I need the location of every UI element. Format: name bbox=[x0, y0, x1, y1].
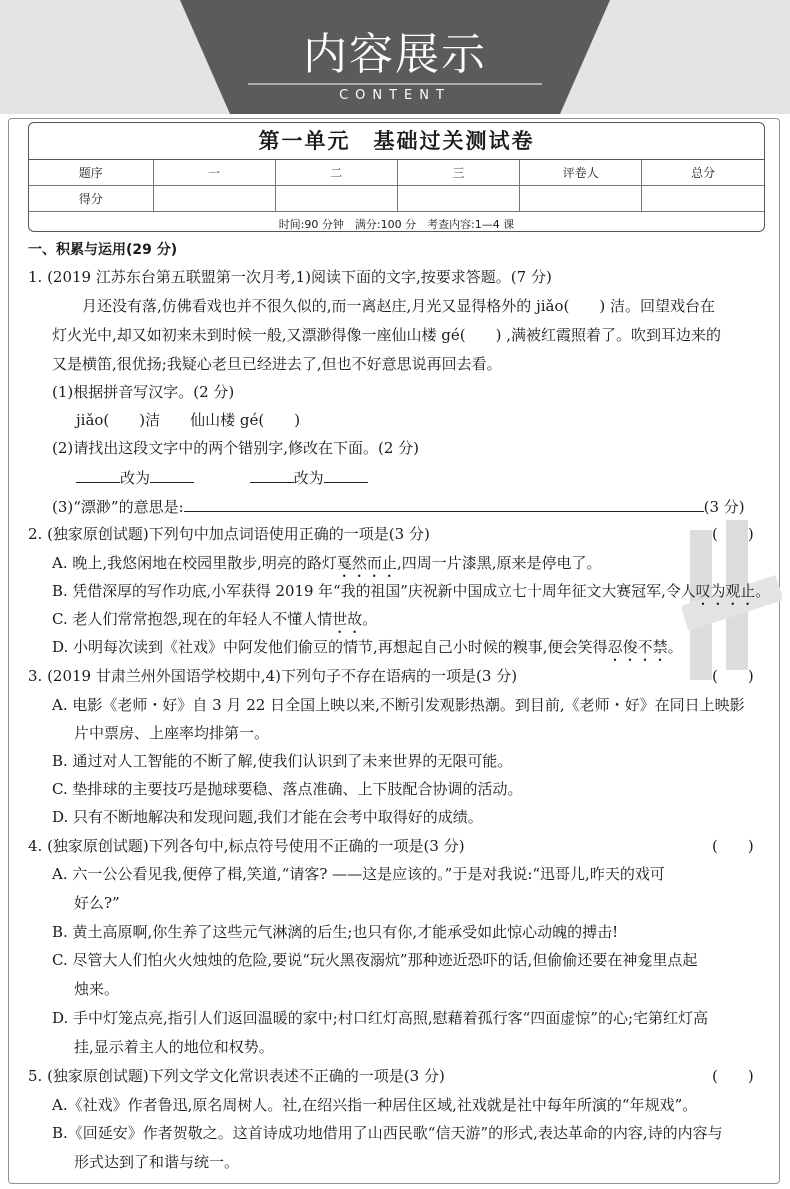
option-text: ,四周一片漆黑,原来是停电了。 bbox=[396, 554, 602, 572]
change-to-label: 改为 bbox=[120, 469, 151, 487]
option-text: B. 凭借深厚的写作功底,小军获得 2019 年“我的祖国”庆祝新中国成立七十周年征文大赛冠军,令人 bbox=[52, 582, 696, 600]
q3-option-a-cont: 片中票房、上座率均排第一。 bbox=[74, 724, 270, 742]
q5-option-b-cont: 形式达到了和谐与统一。 bbox=[74, 1153, 240, 1171]
header-banner bbox=[0, 0, 790, 114]
answer-parentheses[interactable]: ( ) bbox=[712, 837, 754, 855]
score-header-cell: 题序 bbox=[29, 160, 153, 186]
q2-option-a bbox=[52, 553, 601, 581]
q4-option-d: D. 手中灯笼点亮,指引人们返回温暖的家中;村口红灯高照,慰藉着孤行客“四面虚惊”的心;宅第红灯高 bbox=[52, 1009, 709, 1027]
q1-sub1: (1)根据拼音写汉字。(2 分) bbox=[52, 383, 235, 401]
q3-option-c: C. 垫排球的主要技巧是抛球要稳、落点准确、上下肢配合协调的活动。 bbox=[52, 780, 523, 798]
answer-blank[interactable] bbox=[150, 467, 194, 483]
q1-sub3-label: (3)“漂渺”的意思是: bbox=[52, 498, 184, 516]
score-cell[interactable] bbox=[275, 186, 397, 212]
score-header-cell: 评卷人 bbox=[520, 160, 642, 186]
banner-subtitle: CONTENT bbox=[339, 88, 451, 103]
paper-title: 第一单元 基础过关测试卷 bbox=[29, 123, 764, 160]
q1-sub3 bbox=[52, 496, 745, 517]
q1-sub1-answer: jiǎo( )洁 仙山楼 gé( ) bbox=[76, 411, 301, 429]
score-header-cell: 一 bbox=[153, 160, 275, 186]
score-cell[interactable] bbox=[397, 186, 519, 212]
q5-option-a: A.《社戏》作者鲁迅,原名周树人。社,在绍兴指一种居住区域,社戏就是社中每年所演的“年规戏”。 bbox=[52, 1096, 698, 1114]
option-text: A. 晚上,我悠闲地在校园里散步,明亮的路灯 bbox=[52, 554, 337, 572]
score-row bbox=[29, 186, 764, 212]
score-box bbox=[28, 122, 765, 232]
section-heading: 一、积累与运用(29 分) bbox=[28, 242, 178, 258]
q1-stem: 1. (2019 江苏东台第五联盟第一次月考,1)阅读下面的文字,按要求答题。(7 分) bbox=[28, 268, 552, 286]
emphasized-word: 世故 bbox=[332, 610, 363, 628]
emphasized-word: 叹为观止 bbox=[695, 582, 756, 600]
answer-parentheses[interactable]: ( ) bbox=[712, 525, 754, 543]
score-cell[interactable] bbox=[642, 186, 764, 212]
score-header-cell: 三 bbox=[397, 160, 519, 186]
q3-option-a: A. 电影《老师・好》自 3 月 22 日全国上映以来,不断引发观影热潮。到目前,《老师・好》在同日上映影 bbox=[52, 696, 745, 714]
q1-sub3-score: (3 分) bbox=[703, 498, 745, 516]
answer-blank[interactable] bbox=[76, 467, 120, 483]
answer-blank[interactable] bbox=[324, 467, 368, 483]
option-text: 。 bbox=[667, 638, 683, 656]
score-cell[interactable] bbox=[520, 186, 642, 212]
q1-sub2-answer-line bbox=[76, 467, 368, 488]
q2-option-b bbox=[52, 581, 770, 609]
emphasized-word: 戛然而止 bbox=[336, 554, 397, 572]
q4-option-c: C. 尽管大人们怕火火烛烛的危险,要说“玩火黑夜溺炕”那种迹近恐吓的话,但偷偷还要在神龛里点起 bbox=[52, 951, 698, 969]
q2-option-c bbox=[52, 609, 377, 637]
q4-option-a-cont: 好么?” bbox=[74, 894, 120, 912]
option-text: D. 小明每次读到《社戏》中阿发他们偷豆的情节,再想起自己小时候的糗事,便会笑得 bbox=[52, 638, 608, 656]
q3-option-b: B. 通过对人工智能的不断了解,使我们认识到了未来世界的无限可能。 bbox=[52, 752, 513, 770]
q4-stem: 4. (独家原创试题)下列各句中,标点符号使用不正确的一项是(3 分) bbox=[28, 837, 465, 855]
score-header-cell: 二 bbox=[275, 160, 397, 186]
q1-paragraph-line: 月还没有落,仿佛看戏也并不很久似的,而一离赵庄,月光又显得格外的 jiǎo( ) 洁。回望戏台在 bbox=[82, 297, 715, 315]
q4-option-d-cont: 挂,显示着主人的地位和权势。 bbox=[74, 1038, 274, 1056]
score-table bbox=[29, 160, 764, 212]
score-cell[interactable] bbox=[153, 186, 275, 212]
q5-option-b: B.《回延安》作者贺敬之。这首诗成功地借用了山西民歌“信天游”的形式,表达革命的内容,诗的内容与 bbox=[52, 1124, 723, 1142]
q2-option-d bbox=[52, 637, 683, 665]
option-text: 。 bbox=[362, 610, 378, 628]
change-to-label: 改为 bbox=[293, 469, 324, 487]
score-label: 得分 bbox=[29, 186, 153, 212]
answer-blank[interactable] bbox=[250, 467, 294, 483]
q1-paragraph-line: 灯火光中,却又如初来未到时候一般,又漂渺得像一座仙山楼 gé( ) ,满被红霞照着了。吹到耳边来的 bbox=[52, 326, 722, 344]
q1-paragraph-line: 又是横笛,很优扬;我疑心老旦已经进去了,但也不好意思说再回去看。 bbox=[52, 355, 502, 373]
answer-parentheses[interactable]: ( ) bbox=[712, 1067, 754, 1085]
answer-blank[interactable] bbox=[184, 496, 704, 512]
exam-info: 时间:90 分钟 满分:100 分 考查内容:1—4 课 bbox=[278, 218, 515, 231]
q4-option-c-cont: 烛来。 bbox=[74, 980, 120, 998]
answer-parentheses[interactable]: ( ) bbox=[712, 667, 754, 685]
q2-stem: 2. (独家原创试题)下列句中加点词语使用正确的一项是(3 分) bbox=[28, 525, 430, 543]
q1-sub2: (2)请找出这段文字中的两个错别字,修改在下面。(2 分) bbox=[52, 439, 420, 457]
score-header-cell: 总分 bbox=[642, 160, 764, 186]
q3-option-d: D. 只有不断地解决和发现问题,我们才能在会考中取得好的成绩。 bbox=[52, 808, 483, 826]
q3-stem: 3. (2019 甘肃兰州外国语学校期中,4)下列句子不存在语病的一项是(3 分) bbox=[28, 667, 518, 685]
q4-option-b: B. 黄土高原啊,你生养了这些元气淋漓的后生;也只有你,才能承受如此惊心动魄的搏击! bbox=[52, 923, 619, 941]
score-header-row bbox=[29, 160, 764, 186]
option-text: 。 bbox=[755, 582, 771, 600]
emphasized-word: 忍俊不禁 bbox=[607, 638, 668, 656]
q5-stem: 5. (独家原创试题)下列文学文化常识表述不正确的一项是(3 分) bbox=[28, 1067, 445, 1085]
q4-option-a: A. 六一公公看见我,便停了楫,笑道,“请客? ——这是应该的。”于是对我说:“迅哥儿,昨天的戏可 bbox=[52, 865, 665, 883]
option-text: C. 老人们常常抱怨,现在的年轻人不懂人情 bbox=[52, 610, 333, 628]
banner-title: 内容展示 bbox=[303, 29, 487, 80]
